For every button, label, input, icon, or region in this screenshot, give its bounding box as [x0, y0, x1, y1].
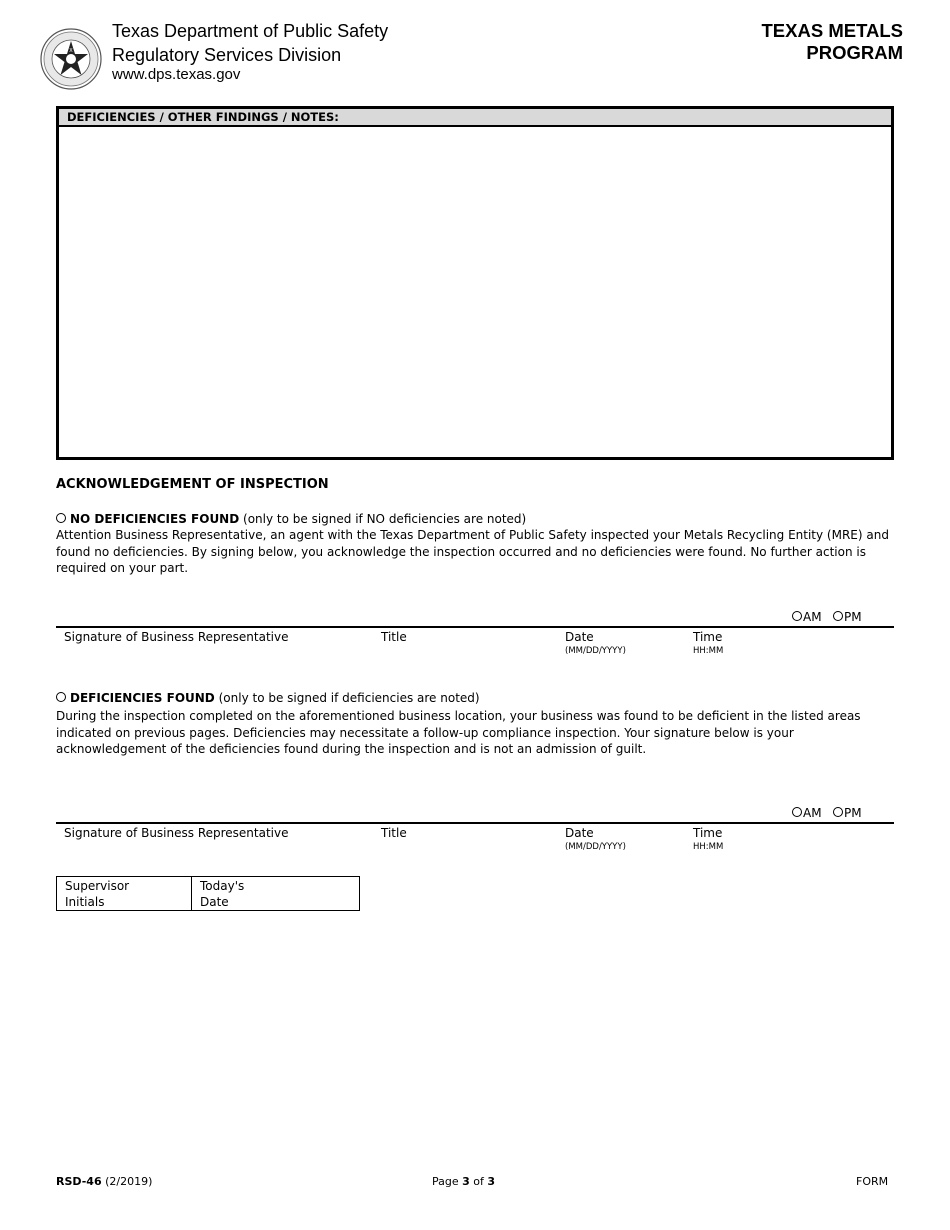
deficiencies-label: DEFICIENCIES FOUND: [70, 691, 215, 705]
program-title-line2: PROGRAM: [806, 42, 903, 63]
form-revision: (2/2019): [105, 1175, 153, 1188]
website-link[interactable]: www.dps.texas.gov: [112, 66, 241, 83]
time-format-2: HH:MM: [693, 842, 724, 852]
date-format-2: (MM/DD/YYYY): [565, 842, 626, 852]
pm-radio-2[interactable]: [833, 807, 843, 817]
no-deficiencies-text: Attention Business Representative, an agent with the Texas Department of Public Safety inspected your Metals Recycling Entity (MRE) and found no deficiencies. By signing below, you acknowledge the inspection occurred and no deficiencies were found. No further action is required on your part.: [56, 528, 889, 575]
signature-label-2: Signature of Business Representative: [64, 826, 289, 840]
supervisor-initials-label-2: Initials: [65, 895, 105, 909]
page-indicator: [432, 1175, 495, 1188]
deficiencies-radio[interactable]: [56, 692, 66, 702]
signature-line-1[interactable]: [56, 626, 894, 628]
am-radio-1[interactable]: [792, 611, 802, 621]
title-label-1: Title: [381, 630, 407, 644]
ampm-selector-2: [792, 806, 862, 820]
form-number: [56, 1175, 152, 1188]
supervisor-initials-cell[interactable]: [57, 877, 192, 911]
todays-date-label-1: Today's: [200, 879, 245, 893]
signature-line-2[interactable]: [56, 822, 894, 824]
division-name: Regulatory Services Division: [112, 45, 342, 65]
todays-date-cell[interactable]: [192, 877, 360, 911]
deficiencies-qualifier: (only to be signed if deficiencies are noted): [218, 691, 480, 705]
notes-heading: DEFICIENCIES / OTHER FINDINGS / NOTES:: [59, 109, 891, 127]
pm-label-1: PM: [844, 610, 862, 624]
am-label-2: AM: [803, 806, 822, 820]
date-label-2: Date: [565, 826, 594, 840]
am-label-1: AM: [803, 610, 822, 624]
page-current: 3: [462, 1175, 470, 1188]
title-label-2: Title: [381, 826, 407, 840]
supervisor-table: [56, 876, 360, 911]
page-of: of: [473, 1175, 484, 1188]
supervisor-initials-label-1: Supervisor: [65, 879, 130, 893]
time-label-2: Time: [693, 826, 723, 840]
pm-label-2: PM: [844, 806, 862, 820]
dps-seal-icon: [40, 28, 102, 90]
time-format-1: HH:MM: [693, 646, 724, 656]
form-type: FORM: [856, 1175, 889, 1188]
no-deficiencies-radio[interactable]: [56, 513, 66, 523]
date-format-1: (MM/DD/YYYY): [565, 646, 626, 656]
program-title-line1: TEXAS METALS: [761, 20, 903, 41]
program-title: [762, 20, 904, 64]
svg-text:X: X: [69, 48, 73, 54]
date-label-1: Date: [565, 630, 594, 644]
acknowledgement-title: ACKNOWLEDGEMENT OF INSPECTION: [56, 477, 329, 492]
no-deficiencies-qualifier: (only to be signed if NO deficiencies are noted): [243, 512, 527, 526]
todays-date-label-2: Date: [200, 895, 229, 909]
no-deficiencies-option[interactable]: [56, 511, 526, 528]
no-deficiencies-label: NO DEFICIENCIES FOUND: [70, 512, 240, 526]
am-radio-2[interactable]: [792, 807, 802, 817]
notes-section: [56, 106, 894, 460]
deficiencies-text: During the inspection completed on the aforementioned business location, your business was found to be deficient in the listed areas indicated on previous pages. Deficiencies may necessitate a follow-up compliance inspection. Your signature below is your acknowledgement of the deficiencies found during the inspection and is not an admission of guilt.: [56, 709, 861, 756]
agency-name: Texas Department of Public Safety: [112, 21, 389, 41]
pm-radio-1[interactable]: [833, 611, 843, 621]
notes-field[interactable]: [59, 127, 891, 457]
deficiencies-option[interactable]: [56, 690, 480, 707]
signature-label-1: Signature of Business Representative: [64, 630, 289, 644]
ampm-selector-1: [792, 610, 862, 624]
form-code: RSD-46: [56, 1175, 102, 1188]
page-total: 3: [487, 1175, 496, 1188]
page-prefix: Page: [432, 1175, 459, 1188]
time-label-1: Time: [693, 630, 723, 644]
